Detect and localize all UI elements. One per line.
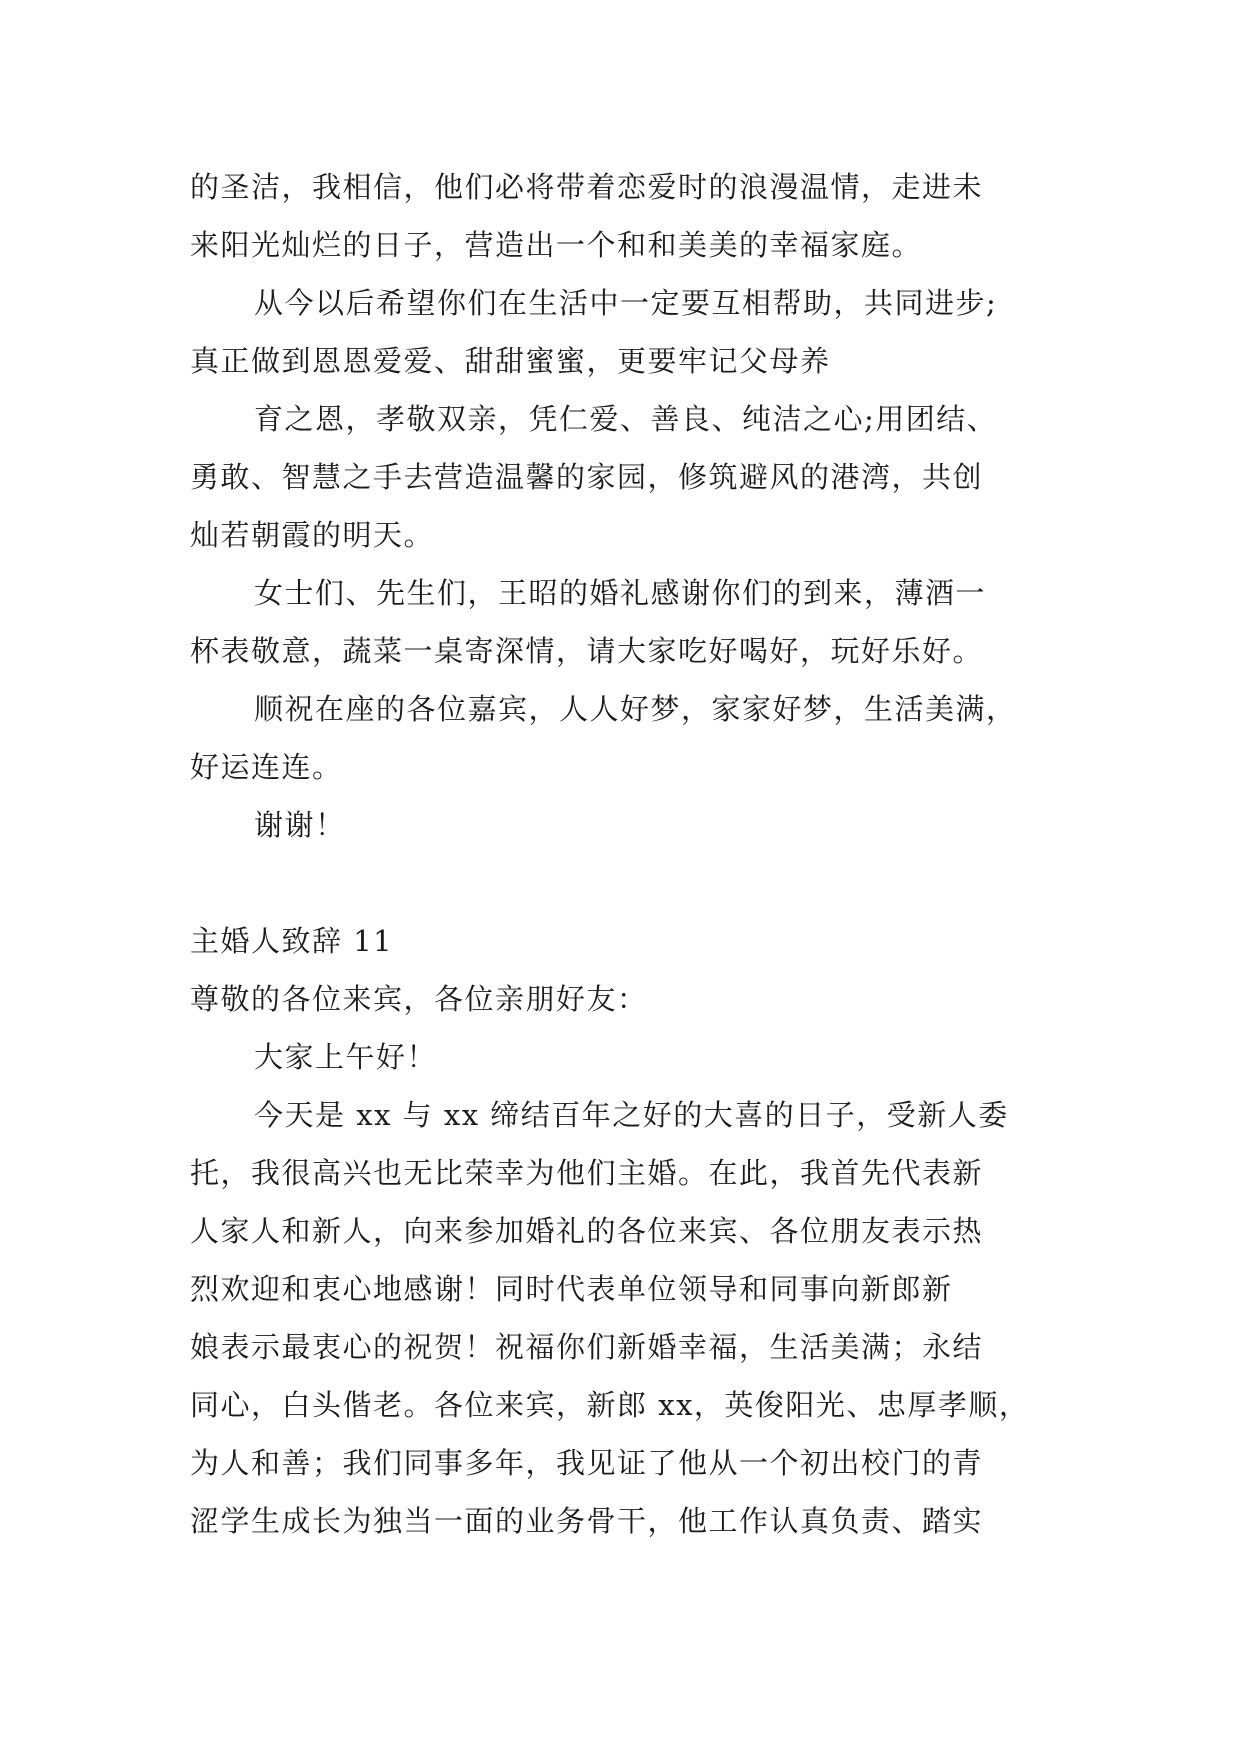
paragraph-line: 托，我很高兴也无比荣幸为他们主婚。在此，我首先代表新 — [190, 1156, 984, 1190]
paragraph-line: 同心，白头偕老。各位来宾，新郎 xx，英俊阳光、忠厚孝顺， — [190, 1388, 1030, 1422]
paragraph-line: 育之恩，孝敬双亲，凭仁爱、善良、纯洁之心;用团结、 — [254, 402, 998, 436]
document-body — [190, 158, 1070, 1550]
paragraph-line: 涩学生成长为独当一面的业务骨干，他工作认真负责、踏实 — [190, 1504, 984, 1538]
salutation: 尊敬的各位来宾，各位亲朋好友： — [190, 982, 648, 1016]
paragraph-line: 从今以后希望你们在生活中一定要互相帮助，共同进步; — [254, 286, 998, 320]
paragraph-line: 为人和善；我们同事多年，我见证了他从一个初出校门的青 — [190, 1446, 984, 1480]
speech-ending-section — [190, 158, 1070, 854]
paragraph-line: 女士们、先生们，王昭的婚礼感谢你们的到来，薄酒一 — [254, 576, 987, 610]
paragraph-line: 人家人和新人，向来参加婚礼的各位来宾、各位朋友表示热 — [190, 1214, 984, 1248]
section-spacer — [190, 854, 1070, 912]
paragraph-line: 真正做到恩恩爱爱、甜甜蜜蜜，更要牢记父母养 — [190, 344, 831, 378]
paragraph-line: 来阳光灿烂的日子，营造出一个和和美美的幸福家庭。 — [190, 228, 923, 262]
paragraph-line: 顺祝在座的各位嘉宾，人人好梦，家家好梦，生活美满， — [254, 692, 1017, 726]
paragraph-line: 好运连连。 — [190, 750, 343, 784]
greeting: 大家上午好！ — [254, 1040, 438, 1074]
paragraph-line: 娘表示最衷心的祝贺！祝福你们新婚幸福，生活美满；永结 — [190, 1330, 984, 1364]
paragraph-line: 的圣洁，我相信，他们必将带着恋爱时的浪漫温情，走进未 — [190, 170, 984, 204]
section-title: 主婚人致辞 11 — [190, 924, 394, 958]
paragraph-line: 勇敢、智慧之手去营造温馨的家园，修筑避风的港湾，共创 — [190, 460, 984, 494]
paragraph-line: 灿若朝霞的明天。 — [190, 518, 435, 552]
paragraph-line: 杯表敬意，蔬菜一桌寄深情，请大家吃好喝好，玩好乐好。 — [190, 634, 984, 668]
paragraph-line: 烈欢迎和衷心地感谢！同时代表单位领导和同事向新郎新 — [190, 1272, 953, 1306]
paragraph-line: 今天是 xx 与 xx 缔结百年之好的大喜的日子，受新人委 — [254, 1098, 1009, 1132]
speech-section — [190, 970, 1070, 1550]
closing-thanks: 谢谢！ — [254, 808, 346, 842]
